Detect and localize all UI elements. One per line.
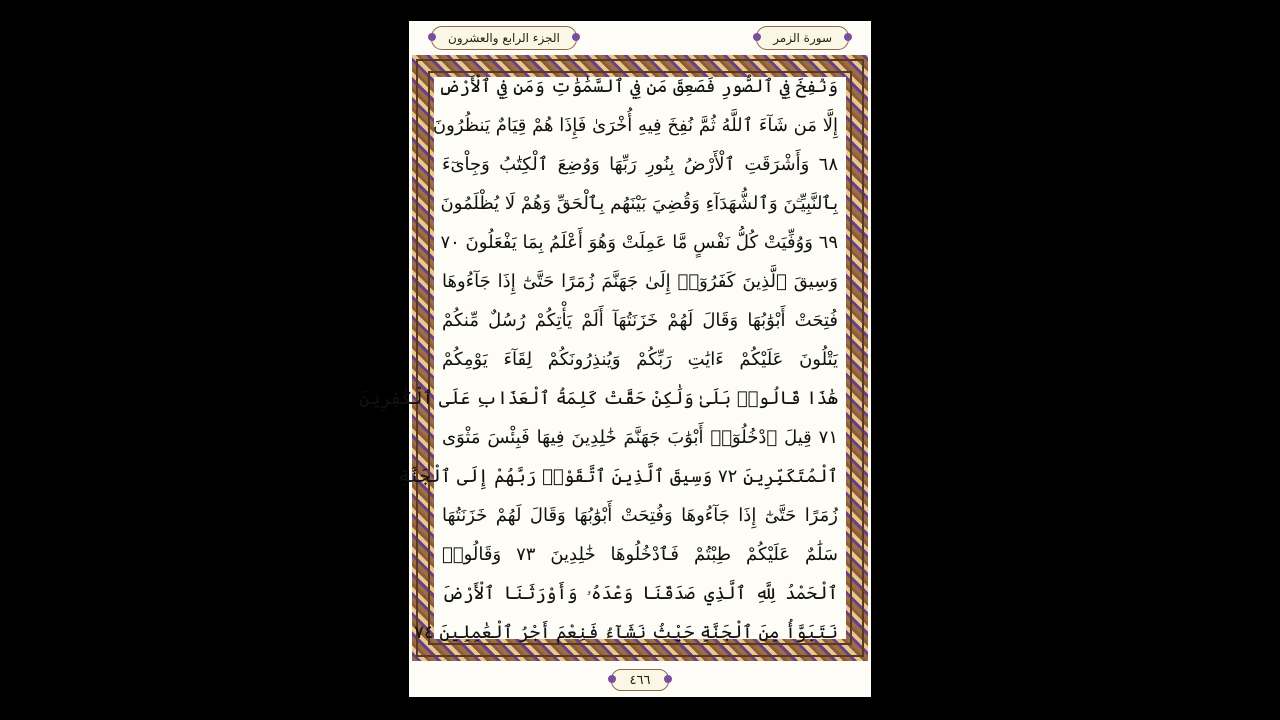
surah-label-text: سورة الزمر	[773, 31, 832, 45]
verse-line-4: بِٱلنَّبِيِّـۧنَ وَٱلشُّهَدَآءِ وَقُضِيَ بَيْنَهُم بِٱلْحَقِّ وَهُمْ لَا يُظْلَمُونَ	[440, 193, 838, 214]
verse-line-8: يَتْلُونَ عَلَيْكُمْ ءَايَٰتِ رَبِّكُمْ وَيُنذِرُونَكُمْ لِقَآءَ يَوْمِكُمْ	[442, 349, 838, 370]
page-header	[409, 21, 871, 55]
verse-line-3: ٦٨ وَأَشْرَقَتِ ٱلْأَرْضُ بِنُورِ رَبِّهَا وَوُضِعَ ٱلْكِتَٰبُ وَجِاْىٓءَ	[442, 154, 838, 175]
page-footer	[409, 667, 871, 693]
verse-line-15: نَتَبَوَّأُ مِنَ ٱلْجَنَّةِ حَيْثُ نَشَآءُ فَنِعْمَ أَجْرُ ٱلْعَٰمِلِينَ ٧٤	[414, 622, 838, 643]
surah-label	[756, 26, 849, 50]
verse-line-1: وَنُفِخَ فِي ٱلصُّورِ فَصَعِقَ مَن فِي ٱلسَّمَٰوَٰتِ وَمَن فِي ٱلْأَرْضِ	[438, 76, 838, 97]
verse-line-9: هَٰذَا قَالُوا۟ بَلَىٰ وَلَٰكِنْ حَقَّتْ كَلِمَةُ ٱلْعَذَابِ عَلَى ٱلْكَٰفِرِينَ	[359, 388, 838, 409]
juz-label	[431, 26, 577, 50]
verse-line-7: فُتِحَتْ أَبْوَٰبُهَا وَقَالَ لَهُمْ خَزَنَتُهَآ أَلَمْ يَأْتِكُمْ رُسُلٌ مِّنكُمْ	[442, 310, 838, 331]
mushaf-page	[359, 21, 871, 697]
verse-line-6: وَسِيقَ ٱلَّذِينَ كَفَرُوٓا۟ إِلَىٰ جَهَنَّمَ زُمَرًا حَتَّىٰٓ إِذَا جَآءُوهَا	[442, 271, 838, 292]
verses-text	[359, 73, 839, 647]
verse-line-12: زُمَرًا حَتَّىٰٓ إِذَا جَآءُوهَا وَفُتِحَتْ أَبْوَٰبُهَا وَقَالَ لَهُمْ خَزَنَتُهَا	[442, 505, 838, 526]
verse-line-13: سَلَٰمٌ عَلَيْكُمْ طِبْتُمْ فَٱدْخُلُوهَا خَٰلِدِينَ ٧٣ وَقَالُوا۟	[442, 544, 839, 565]
page-number: ٤٦٦	[611, 669, 669, 691]
verse-line-14: ٱلْحَمْدُ لِلَّهِ ٱلَّذِي صَدَقَنَا وَعْدَهُۥ وَأَوْرَثَنَا ٱلْأَرْضَ	[442, 583, 838, 604]
verse-line-5: ٦٩ وَوُفِّيَتْ كُلُّ نَفْسٍ مَّا عَمِلَتْ وَهُوَ أَعْلَمُ بِمَا يَفْعَلُونَ ٧٠	[440, 232, 838, 253]
verse-line-11: ٱلْمُتَكَبِّرِينَ ٧٢ وَسِيقَ ٱلَّذِينَ ٱتَّقَوْا۟ رَبَّهُمْ إِلَى ٱلْجَنَّةِ	[398, 466, 838, 487]
juz-label-text: الجزء الرابع والعشرون	[448, 31, 560, 45]
verse-line-2: إِلَّا مَن شَآءَ ٱللَّهُ ثُمَّ نُفِخَ فِيهِ أُخْرَىٰ فَإِذَا هُمْ قِيَامٌ يَنظُرُونَ	[432, 115, 838, 136]
verse-line-10: ٧١ قِيلَ ٱدْخُلُوٓا۟ أَبْوَٰبَ جَهَنَّمَ خَٰلِدِينَ فِيهَا فَبِئْسَ مَثْوَى	[442, 427, 838, 448]
